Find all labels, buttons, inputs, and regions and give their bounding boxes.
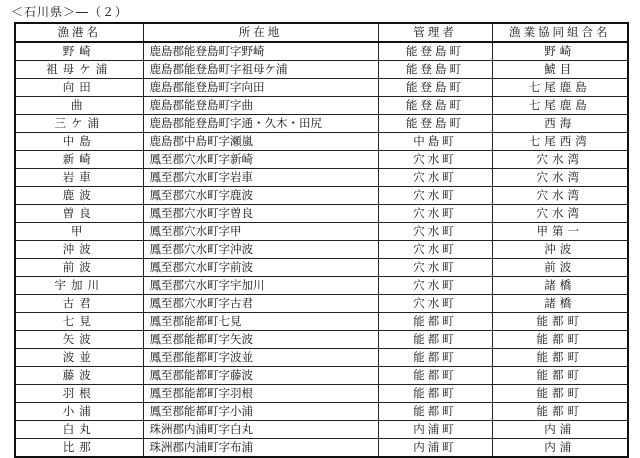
header-location: 所在地: [143, 23, 378, 42]
table-row: [15, 151, 628, 169]
cooperative-cell: 能都町: [492, 385, 628, 403]
location-cell: 鳳至郡穴水町字前波: [143, 259, 378, 277]
port-name-cell: 矢波: [15, 331, 143, 349]
cooperative-cell: 穴水湾: [492, 205, 628, 223]
administrator-cell: 穴水町: [378, 169, 492, 187]
port-name-cell: 曲: [15, 97, 143, 115]
table-row: [15, 42, 628, 61]
port-name-cell: 鹿波: [15, 187, 143, 205]
port-name-cell: 比那: [15, 439, 143, 458]
port-name-cell: 波並: [15, 349, 143, 367]
table-row: [15, 79, 628, 97]
location-cell: 鹿島郡能登島町字通・久木・田尻: [143, 115, 378, 133]
administrator-cell: 穴水町: [378, 295, 492, 313]
administrator-cell: 穴水町: [378, 277, 492, 295]
table-row: [15, 223, 628, 241]
location-cell: 鳳至郡能都町字小浦: [143, 403, 378, 421]
table-row: [15, 241, 628, 259]
port-name-cell: 向田: [15, 79, 143, 97]
cooperative-cell: 七尾鹿島: [492, 79, 628, 97]
table-row: [15, 439, 628, 458]
port-name-cell: 中島: [15, 133, 143, 151]
table-row: [15, 331, 628, 349]
port-name-cell: 野崎: [15, 42, 143, 61]
cooperative-cell: 甲第一: [492, 223, 628, 241]
cooperative-cell: 能都町: [492, 349, 628, 367]
administrator-cell: 穴水町: [378, 205, 492, 223]
administrator-cell: 中島町: [378, 133, 492, 151]
cooperative-cell: 内浦: [492, 421, 628, 439]
administrator-cell: 内浦町: [378, 421, 492, 439]
administrator-cell: 能都町: [378, 331, 492, 349]
cooperative-cell: 鯱目: [492, 61, 628, 79]
cooperative-cell: 内浦: [492, 439, 628, 458]
port-name-cell: 羽根: [15, 385, 143, 403]
port-name-cell: 祖母ケ浦: [15, 61, 143, 79]
fishing-port-table: [14, 22, 629, 458]
location-cell: 鳳至郡能都町字矢波: [143, 331, 378, 349]
location-cell: 鹿島郡能登島町字祖母ケ浦: [143, 61, 378, 79]
cooperative-cell: 能都町: [492, 367, 628, 385]
administrator-cell: 穴水町: [378, 223, 492, 241]
cooperative-cell: 穴水湾: [492, 169, 628, 187]
table-row: [15, 277, 628, 295]
table-row: [15, 187, 628, 205]
administrator-cell: 能登島町: [378, 79, 492, 97]
location-cell: 鳳至郡穴水町字鹿波: [143, 187, 378, 205]
cooperative-cell: 七尾鹿島: [492, 97, 628, 115]
table-row: [15, 133, 628, 151]
port-name-cell: 古君: [15, 295, 143, 313]
administrator-cell: 能都町: [378, 313, 492, 331]
port-name-cell: 宇加川: [15, 277, 143, 295]
port-name-cell: 岩車: [15, 169, 143, 187]
administrator-cell: 能登島町: [378, 61, 492, 79]
cooperative-cell: 諸橋: [492, 277, 628, 295]
administrator-cell: 能登島町: [378, 42, 492, 61]
administrator-cell: 能都町: [378, 367, 492, 385]
page-caption: ＜石川県＞―（２）: [11, 5, 129, 19]
administrator-cell: 能都町: [378, 349, 492, 367]
table-row: [15, 421, 628, 439]
location-cell: 鳳至郡穴水町字宇加川: [143, 277, 378, 295]
header-row: [15, 23, 628, 42]
table-row: [15, 313, 628, 331]
administrator-cell: 能登島町: [378, 97, 492, 115]
cooperative-cell: 前波: [492, 259, 628, 277]
location-cell: 鹿島郡能登島町字野崎: [143, 42, 378, 61]
location-cell: 珠洲郡内浦町字布浦: [143, 439, 378, 458]
port-name-cell: 藤波: [15, 367, 143, 385]
location-cell: 鳳至郡能都町七見: [143, 313, 378, 331]
port-name-cell: 三ケ浦: [15, 115, 143, 133]
cooperative-cell: 野崎: [492, 42, 628, 61]
port-name-cell: 小浦: [15, 403, 143, 421]
location-cell: 鳳至郡能都町字藤波: [143, 367, 378, 385]
location-cell: 鹿島郡能登島町字向田: [143, 79, 378, 97]
table-row: [15, 349, 628, 367]
port-name-cell: 甲: [15, 223, 143, 241]
header-administrator: 管理者: [378, 23, 492, 42]
location-cell: 鳳至郡穴水町字古君: [143, 295, 378, 313]
port-name-cell: 前波: [15, 259, 143, 277]
administrator-cell: 穴水町: [378, 187, 492, 205]
location-cell: 鳳至郡穴水町字曽良: [143, 205, 378, 223]
port-name-cell: 白丸: [15, 421, 143, 439]
administrator-cell: 能登島町: [378, 115, 492, 133]
cooperative-cell: 穴水湾: [492, 187, 628, 205]
administrator-cell: 穴水町: [378, 151, 492, 169]
table-row: [15, 115, 628, 133]
port-name-cell: 七見: [15, 313, 143, 331]
cooperative-cell: 西海: [492, 115, 628, 133]
location-cell: 珠洲郡内浦町字白丸: [143, 421, 378, 439]
cooperative-cell: 穴水湾: [492, 151, 628, 169]
location-cell: 鳳至郡穴水町字沖波: [143, 241, 378, 259]
location-cell: 鳳至郡能都町字羽根: [143, 385, 378, 403]
cooperative-cell: 能都町: [492, 331, 628, 349]
cooperative-cell: 能都町: [492, 313, 628, 331]
table-row: [15, 403, 628, 421]
location-cell: 鳳至郡穴水町字岩車: [143, 169, 378, 187]
administrator-cell: 内浦町: [378, 439, 492, 458]
administrator-cell: 穴水町: [378, 241, 492, 259]
location-cell: 鹿島郡中島町字瀬嵐: [143, 133, 378, 151]
administrator-cell: 能都町: [378, 403, 492, 421]
administrator-cell: 能都町: [378, 385, 492, 403]
location-cell: 鳳至郡穴水町字新崎: [143, 151, 378, 169]
table-row: [15, 385, 628, 403]
location-cell: 鳳至郡穴水町字甲: [143, 223, 378, 241]
header-port-name: 漁港名: [15, 23, 143, 42]
table-row: [15, 97, 628, 115]
administrator-cell: 穴水町: [378, 259, 492, 277]
header-cooperative: 漁業協同組合名: [492, 23, 628, 42]
table-header: [15, 23, 628, 42]
table-row: [15, 259, 628, 277]
table-body: [15, 42, 628, 457]
table-row: [15, 169, 628, 187]
location-cell: 鳳至郡能都町字波並: [143, 349, 378, 367]
cooperative-cell: 諸橋: [492, 295, 628, 313]
cooperative-cell: 能都町: [492, 403, 628, 421]
cooperative-cell: 七尾西湾: [492, 133, 628, 151]
table-row: [15, 205, 628, 223]
table-row: [15, 61, 628, 79]
port-name-cell: 曽良: [15, 205, 143, 223]
port-name-cell: 新崎: [15, 151, 143, 169]
table-row: [15, 367, 628, 385]
cooperative-cell: 沖波: [492, 241, 628, 259]
location-cell: 鹿島郡能登島町字曲: [143, 97, 378, 115]
table-row: [15, 295, 628, 313]
port-name-cell: 沖波: [15, 241, 143, 259]
